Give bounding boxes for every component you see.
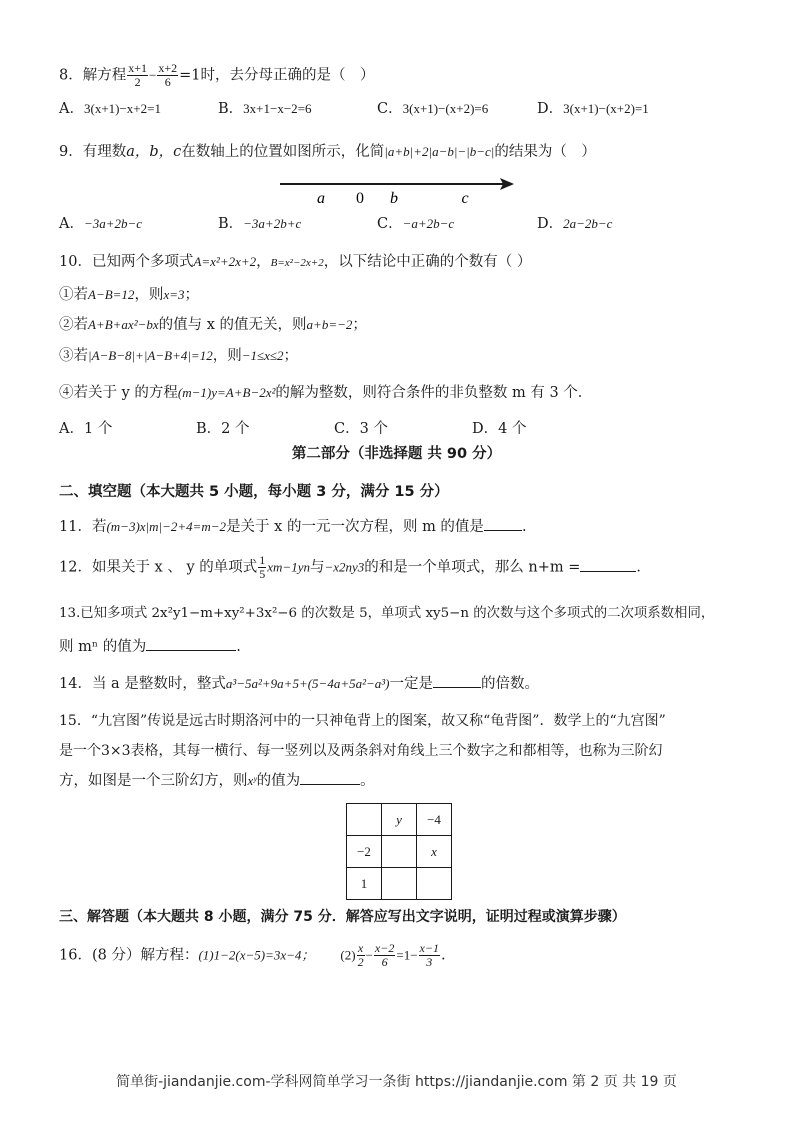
q10-stem-pre: 10．已知两个多项式 (59, 254, 194, 270)
q9-stem-pre: 9．有理数 (59, 144, 127, 160)
option-label: B． (196, 421, 222, 437)
option-text: 3 个 (359, 421, 388, 437)
option-text: 1 个 (83, 421, 113, 437)
q10-item-2 (59, 314, 367, 336)
item-result: a+b=−2 (306, 317, 353, 332)
option-label: D． (472, 421, 499, 437)
grid-cell: x (417, 836, 452, 868)
q8-option-a[interactable] (59, 98, 161, 120)
q8-stem (59, 62, 375, 89)
q10-a-expr: A=x²+2x+2 (193, 254, 257, 269)
option-label: A． (59, 421, 84, 437)
q12-expr2: −x2ny3 (324, 559, 365, 575)
q16-frac3-num: x−1 (419, 941, 439, 955)
page-footer: 简单街-jiandanjie.com-学科网简单学习一条街 https://jiandanjie.com 第 2 页 共 19 页 (116, 1074, 677, 1090)
q14-answer-blank[interactable] (433, 673, 481, 688)
option-label: D． (537, 101, 564, 117)
q13-line1: 13.已知多项式 2x²y1−m+xy²+3x²−6 的次数是 5，单项式 xy5−n 的次数与这个多项式的二次项系数相同， (59, 606, 715, 621)
q15-line3-pre: 方，如图是一个三阶幻方，则 (59, 773, 248, 789)
option-text: 4 个 (498, 421, 527, 437)
q9-stem-post: 的结果为（ ） (494, 144, 596, 160)
q16-frac2-den: 6 (381, 955, 388, 969)
option-text: −3a+2b−c (83, 216, 143, 231)
q8-frac1-num: x+1 (128, 61, 148, 75)
q11-pre: 11．若 (59, 519, 107, 535)
item-post: 的解为整数，则符合条件的非负整数 m 有 3 个． (275, 385, 593, 401)
item-post: ； (184, 287, 199, 303)
q12-mid: 与 (309, 559, 325, 576)
q14-post: 的倍数。 (480, 676, 539, 692)
q11-answer-blank[interactable] (484, 516, 522, 531)
q9-stem-mid: 在数轴上的位置如图所示，化简 (181, 144, 385, 160)
q13-line2 (59, 636, 241, 658)
q12-end: ． (636, 559, 651, 576)
q8-stem-pre: 8．解方程 (59, 67, 127, 84)
item-mid: 的值与 x 的值无关，则 (158, 317, 307, 333)
q16-frac3-den: 3 (426, 955, 433, 969)
option-text: 2a−2b−c (563, 216, 613, 231)
q14-expr: a³−5a²+9a+5+(5−4a+5a²−a³) (225, 676, 390, 691)
q12-answer-blank[interactable] (580, 557, 636, 572)
q9-option-b[interactable] (218, 213, 301, 235)
q16-frac3 (419, 942, 440, 969)
option-text: 3(x+1)−(x+2)=1 (563, 101, 649, 116)
grid-cell (382, 868, 417, 900)
q10-option-d[interactable] (472, 418, 526, 440)
grid-row (347, 836, 452, 868)
q8-option-c[interactable] (377, 98, 488, 120)
q10-option-b[interactable] (196, 418, 250, 440)
item-result: x=3 (163, 287, 185, 302)
q12-frac-num: 1 (259, 553, 266, 567)
axis-label-zero: 0 (356, 190, 364, 207)
q15-line2: 是一个3×3表格，其每一横行、每一竖列以及两条斜对角线上三个数字之和都相等，也称为三阶幻 (59, 743, 663, 759)
q9-option-c[interactable] (377, 213, 454, 235)
grid-cell: −4 (417, 804, 452, 836)
number-line-figure (276, 172, 520, 208)
q11-expr: (m−3)x|m|−2+4=m−2 (106, 519, 227, 534)
option-label: A． (59, 216, 84, 232)
grid-row (347, 804, 452, 836)
q15-line3-expr: xʸ (247, 773, 257, 788)
grid-cell (347, 804, 382, 836)
q10-option-a[interactable] (59, 418, 112, 440)
q16-frac1-num: x (357, 941, 364, 955)
q13-answer-blank[interactable] (146, 636, 236, 651)
q10-item-3 (59, 345, 298, 367)
q15-answer-blank[interactable] (300, 770, 360, 785)
option-text: 3(x+1)−x+2=1 (83, 101, 161, 116)
q15-line1: 15．“九宫图”传说是远古时期洛河中的一只神龟背上的图案，故又称“龟背图”．数学上的“九宫图” (59, 713, 666, 729)
q11-post: . (521, 519, 527, 535)
option-text: 3(x+1)−(x+2)=6 (402, 101, 489, 116)
q8-frac1 (127, 62, 148, 89)
option-label: C． (334, 421, 360, 437)
q8-option-d[interactable] (537, 98, 649, 120)
axis-label-a: a (317, 190, 325, 207)
q9-expr: |a+b|+2|a−b|−|b−c| (384, 144, 495, 159)
item-mid: ，则 (212, 348, 242, 364)
item-expr: A−B=12 (88, 287, 135, 302)
q16-minus: − (365, 947, 373, 963)
q8-frac2 (157, 62, 178, 89)
item-post: ； (283, 348, 299, 364)
option-text: 2 个 (221, 421, 250, 437)
option-label: B． (218, 216, 244, 232)
section2-heading: 二、填空题（本大题共 5 小题，每小题 3 分，满分 15 分） (59, 484, 449, 500)
item-expr: |A−B−8|+|A−B+4|=12 (88, 348, 213, 363)
q9-option-d[interactable] (537, 213, 612, 235)
q10-option-c[interactable] (334, 418, 388, 440)
q13-line2-post: . (236, 639, 241, 655)
q15-line3 (59, 770, 375, 792)
axis-label-b: b (390, 190, 398, 207)
q8-frac1-den: 2 (134, 75, 141, 89)
q15-line3-post: 。 (360, 773, 375, 789)
q16-end: . (440, 947, 446, 964)
axis-label-c: c (461, 190, 469, 207)
q8-frac2-den: 6 (164, 75, 171, 89)
q10-item-1 (59, 284, 199, 306)
q10-b-expr: B=x²−2x+2 (270, 257, 324, 269)
grid-cell: −2 (347, 836, 382, 868)
item-pre: ④若关于 y 的方程 (59, 385, 178, 401)
q12-post: 的和是一个单项式，那么 n+m = (364, 559, 581, 576)
q13-line2-pre: 则 mⁿ 的值为 (59, 639, 147, 655)
q8-minus: − (149, 67, 157, 83)
grid-cell (382, 836, 417, 868)
item-result: −1≤x≤2 (241, 348, 284, 363)
item-expr: (m−1)y=A+B−2x² (177, 385, 276, 400)
q16-frac1-den: 2 (357, 955, 364, 969)
item-post: ； (352, 317, 367, 333)
item-mid: ，则 (134, 287, 164, 303)
q16-frac1 (357, 942, 365, 969)
option-text: −a+2b−c (402, 216, 455, 231)
grid-row (347, 868, 452, 900)
option-label: B． (218, 101, 244, 117)
q16-pre: 16．(8 分）解方程： (59, 947, 199, 964)
option-label: C． (377, 101, 403, 117)
q16 (59, 942, 446, 969)
q15-line3-mid: 的值为 (256, 773, 301, 789)
magic-square-grid (346, 803, 452, 900)
q12 (59, 554, 651, 581)
option-text: 3x+1−x−2=6 (243, 101, 312, 116)
q14-pre: 14．当 a 是整数时，整式 (59, 676, 226, 692)
q9-stem (59, 141, 596, 163)
grid-cell: y (382, 804, 417, 836)
q8-stem-eq: =1时，去分母正确的是（ ） (179, 67, 375, 84)
q8-frac2-num: x+2 (158, 61, 178, 75)
q16-part1: (1)1−2(x−5)=3x−4； (198, 947, 315, 963)
q14-mid: 一定是 (389, 676, 433, 692)
q12-expr1: xm−1yn (267, 559, 310, 575)
part2-title: 第二部分（非选择题 共 90 分） (291, 446, 502, 462)
q16-part2-pre: (2) (340, 947, 356, 963)
section3-heading: 三、解答题（本大题共 8 小题，满分 75 分．解答应写出文字说明，证明过程或演算步骤） (59, 909, 626, 925)
q8-option-b[interactable] (218, 98, 311, 120)
q11-mid: 是关于 x 的一元一次方程，则 m 的值是 (226, 519, 484, 535)
q12-pre: 12．如果关于 x 、 y 的单项式 (59, 559, 258, 576)
q10-stem-post: ，以下结论中正确的个数有（ ） (323, 254, 532, 270)
q11 (59, 516, 527, 538)
q9-option-a[interactable] (59, 213, 142, 235)
q10-stem (59, 251, 531, 274)
q14 (59, 673, 539, 695)
item-pre: ③若 (59, 348, 88, 364)
q9-vars: a，b，c (126, 144, 182, 160)
q16-eq: =1− (396, 947, 418, 963)
q16-frac2 (374, 942, 395, 969)
q12-frac (258, 554, 266, 581)
option-label: C． (377, 216, 403, 232)
option-text: −3a+2b+c (243, 216, 302, 231)
option-label: D． (537, 216, 564, 232)
q10-item-4 (59, 382, 592, 404)
q10-sep: ， (256, 254, 271, 270)
item-pre: ②若 (59, 317, 88, 333)
q12-frac-den: 5 (259, 567, 266, 581)
item-pre: ①若 (59, 287, 88, 303)
q16-frac2-num: x−2 (374, 941, 395, 955)
option-label: A． (59, 101, 84, 117)
grid-cell (417, 868, 452, 900)
grid-cell: 1 (347, 868, 382, 900)
item-expr: A+B+ax²−bx (88, 317, 159, 332)
